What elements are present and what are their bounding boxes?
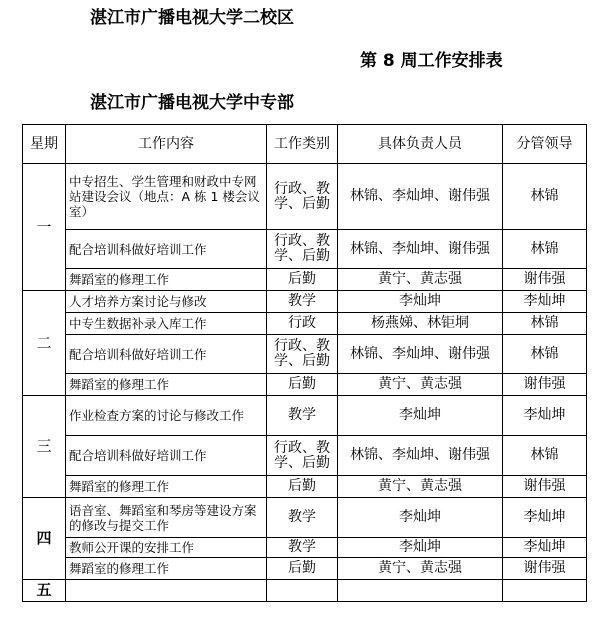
category-cell: 后勤 — [267, 374, 338, 396]
schedule-title: 第 8 周工作安排表 — [360, 51, 503, 71]
table-row — [23, 580, 587, 602]
staff-cell: 李灿坤 — [338, 396, 503, 436]
column-header-staff: 具体负责人员 — [338, 125, 503, 164]
table-row — [23, 436, 587, 476]
staff-cell: 黄宁、黄志强 — [338, 558, 503, 580]
lead-cell: 谢伟强 — [503, 374, 587, 396]
task-content-cell: 配合培训科做好培训工作 — [66, 230, 267, 269]
staff-cell: 林锦、李灿坤、谢伟强 — [338, 230, 503, 269]
task-content-cell: 人才培养方案讨论与修改 — [66, 291, 267, 313]
category-cell: 后勤 — [267, 558, 338, 580]
task-content-cell: 语音室、舞蹈室和琴房等建设方案的修改与提交工作 — [66, 498, 267, 538]
table-row — [23, 476, 587, 498]
schedule-table — [22, 124, 587, 602]
staff-cell: 林锦、李灿坤、谢伟强 — [338, 436, 503, 476]
column-header-content: 工作内容 — [66, 125, 267, 164]
lead-cell: 李灿坤 — [503, 396, 587, 436]
task-content-cell: 配合培训科做好培训工作 — [66, 335, 267, 374]
staff-cell — [338, 580, 503, 602]
lead-cell: 李灿坤 — [503, 538, 587, 558]
table-row — [23, 164, 587, 230]
category-cell: 教学 — [267, 396, 338, 436]
category-cell: 行政 — [267, 313, 338, 335]
lead-cell: 李灿坤 — [503, 498, 587, 538]
table-body — [23, 164, 587, 602]
column-header-lead: 分管领导 — [503, 125, 587, 164]
staff-cell: 杨燕娣、林钜垌 — [338, 313, 503, 335]
task-content-cell: 中专生数据补录入库工作 — [66, 313, 267, 335]
table-row — [23, 396, 587, 436]
task-content-cell: 教师公开课的安排工作 — [66, 538, 267, 558]
staff-cell: 林锦、李灿坤、谢伟强 — [338, 335, 503, 374]
lead-cell: 林锦 — [503, 335, 587, 374]
lead-cell: 谢伟强 — [503, 269, 587, 291]
table-row — [23, 538, 587, 558]
table-row — [23, 498, 587, 538]
table-row — [23, 374, 587, 396]
column-header-category: 工作类别 — [267, 125, 338, 164]
table-header-row — [23, 125, 587, 164]
school-title: 湛江市广播电视大学二校区 — [90, 8, 294, 28]
category-cell: 行政、教学、后勤 — [267, 164, 338, 230]
table-row — [23, 291, 587, 313]
lead-cell: 林锦 — [503, 436, 587, 476]
weekday-cell: 二 — [23, 291, 66, 396]
lead-cell: 林锦 — [503, 230, 587, 269]
category-cell: 行政、教学、后勤 — [267, 335, 338, 374]
task-content-cell: 舞蹈室的修理工作 — [66, 476, 267, 498]
weekday-cell: 一 — [23, 164, 66, 291]
task-content-cell: 作业检查方案的讨论与修改工作 — [66, 396, 267, 436]
table-row — [23, 230, 587, 269]
lead-cell: 谢伟强 — [503, 476, 587, 498]
category-cell: 教学 — [267, 538, 338, 558]
department-title: 湛江市广播电视大学中专部 — [90, 93, 294, 113]
task-content-cell: 舞蹈室的修理工作 — [66, 269, 267, 291]
category-cell: 行政、教学、后勤 — [267, 230, 338, 269]
lead-cell: 谢伟强 — [503, 558, 587, 580]
weekday-cell: 五 — [23, 580, 66, 602]
category-cell: 后勤 — [267, 269, 338, 291]
lead-cell — [503, 580, 587, 602]
staff-cell: 李灿坤 — [338, 538, 503, 558]
task-content-cell: 舞蹈室的修理工作 — [66, 374, 267, 396]
staff-cell: 黄宁、黄志强 — [338, 374, 503, 396]
category-cell: 行政、教学、后勤 — [267, 436, 338, 476]
staff-cell: 李灿坤 — [338, 291, 503, 313]
category-cell: 教学 — [267, 291, 338, 313]
category-cell — [267, 580, 338, 602]
task-content-cell: 舞蹈室的修理工作 — [66, 558, 267, 580]
category-cell: 教学 — [267, 498, 338, 538]
table-row — [23, 335, 587, 374]
weekday-cell: 三 — [23, 396, 66, 498]
task-content-cell: 中专招生、学生管理和财政中专网站建设会议（地点：A 栋 1 楼会议室） — [66, 164, 267, 230]
weekday-cell: 四 — [23, 498, 66, 580]
staff-cell: 黄宁、黄志强 — [338, 476, 503, 498]
table-row — [23, 558, 587, 580]
lead-cell: 林锦 — [503, 164, 587, 230]
task-content-cell: 配合培训科做好培训工作 — [66, 436, 267, 476]
table-row — [23, 313, 587, 335]
table-row — [23, 269, 587, 291]
staff-cell: 李灿坤 — [338, 498, 503, 538]
category-cell: 后勤 — [267, 476, 338, 498]
staff-cell: 黄宁、黄志强 — [338, 269, 503, 291]
staff-cell: 林锦、李灿坤、谢伟强 — [338, 164, 503, 230]
lead-cell: 李灿坤 — [503, 291, 587, 313]
task-content-cell — [66, 580, 267, 602]
column-header-weekday: 星期 — [23, 125, 66, 164]
lead-cell: 林锦 — [503, 313, 587, 335]
